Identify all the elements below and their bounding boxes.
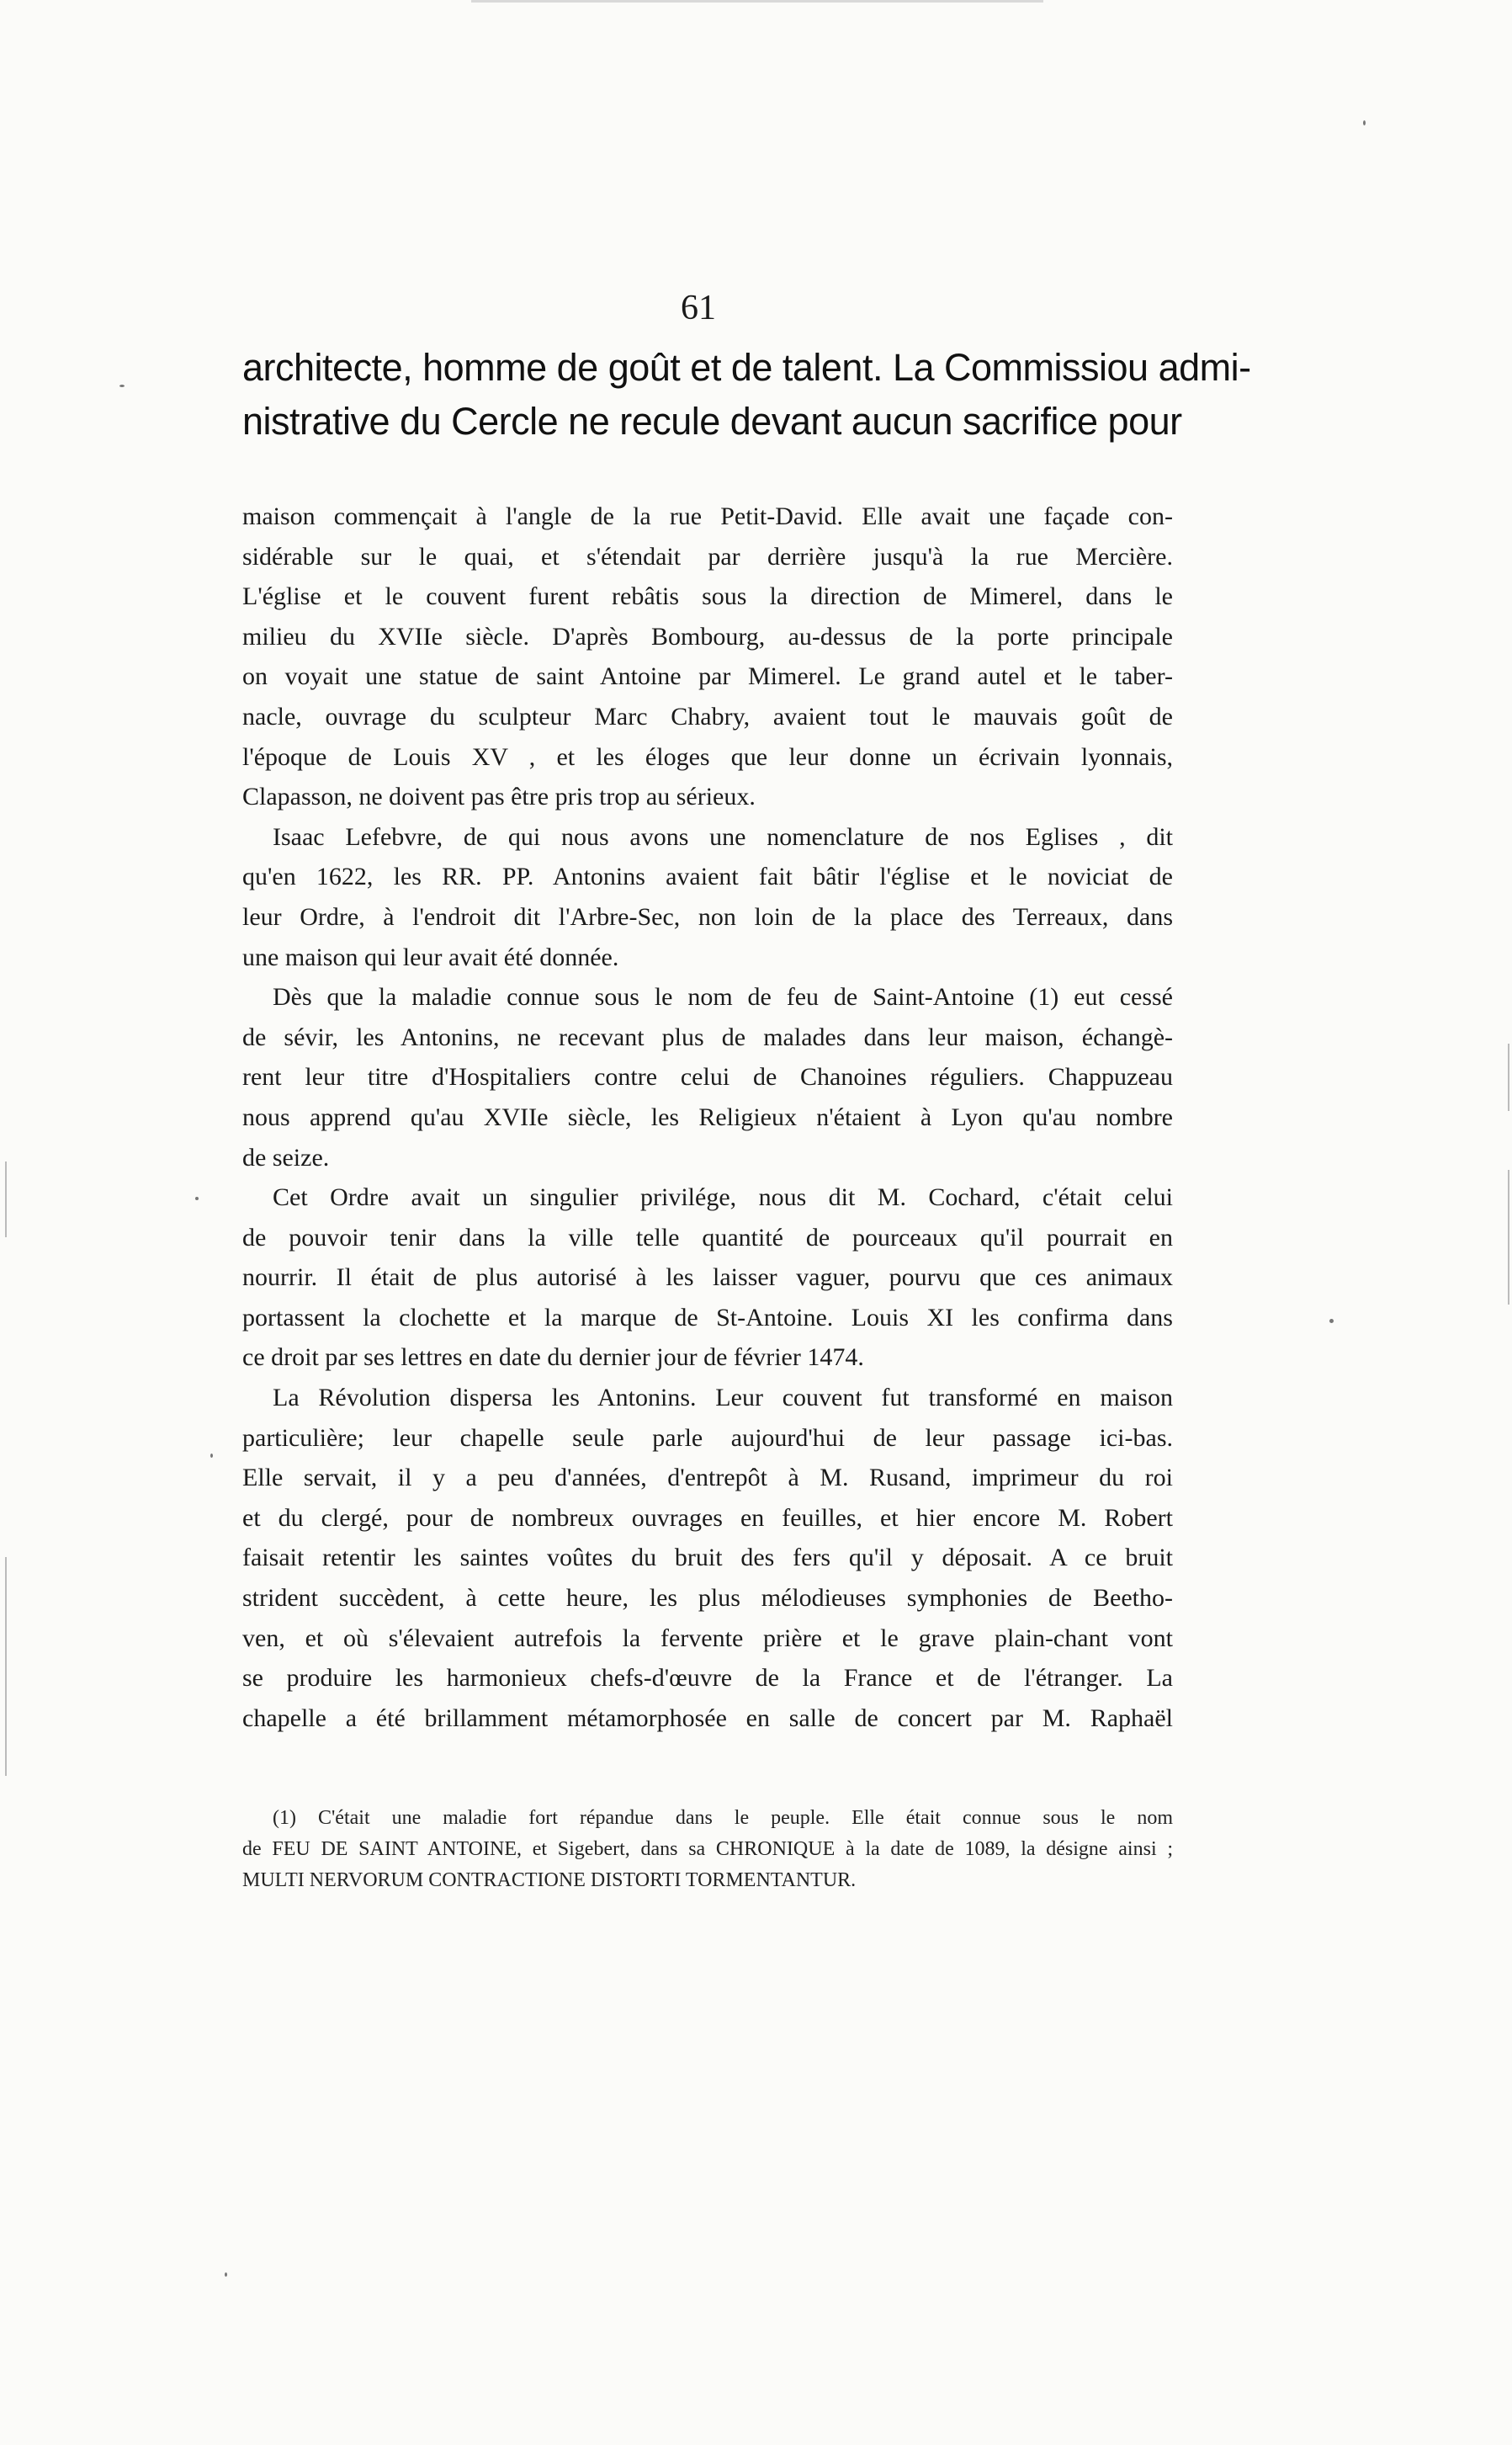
text-line: strident succèdent, à cette heure, les plus mélodieuses symphonies de Beetho- — [242, 1584, 1173, 1613]
text-line: une maison qui leur avait été donnée. — [242, 943, 619, 971]
text-line: on voyait une statue de saint Antoine par Mimerel. Le grand autel et le taber- — [242, 662, 1173, 691]
text-line: Dès que la maladie connue sous le nom de feu de Saint-Antoine (1) eut cessé — [273, 983, 1173, 1012]
scan-edge-mark — [5, 1557, 7, 1776]
paragraph — [242, 817, 1173, 977]
header-line: nistrative du Cercle ne recule devant aucun sacrifice pour — [242, 400, 1182, 443]
text-line: de sévir, les Antonins, ne recevant plus de malades dans leur maison, échangè- — [242, 1023, 1173, 1051]
text-line: Elle servait, il y a peu d'années, d'entrepôt à M. Rusand, imprimeur du roi — [242, 1464, 1173, 1492]
text-line: milieu du XVIIe siècle. D'après Bombourg, au-dessus de la porte principale — [242, 622, 1173, 651]
running-header-text — [242, 341, 1251, 449]
scan-speck — [1329, 1319, 1334, 1323]
text-line: rent leur titre d'Hospitaliers contre celui de Chanoines réguliers. Chappuzeau — [242, 1063, 1173, 1092]
scan-speck — [195, 1197, 199, 1200]
text-line: se produire les harmonieux chefs-d'œuvre de la France et de l'étranger. La — [242, 1664, 1173, 1693]
paragraph — [242, 1177, 1173, 1378]
body-text — [242, 497, 1173, 1738]
text-line: L'église et le couvent furent rebâtis sous la direction de Mimerel, dans le — [242, 582, 1173, 611]
page-number: 61 — [681, 289, 716, 327]
scan-edge-mark — [1508, 1044, 1509, 1111]
text-line: ce droit par ses lettres en date du dernier jour de février 1474. — [242, 1343, 864, 1372]
text-line: de pouvoir tenir dans la ville telle quantité de pourceaux qu'il pourrait en — [242, 1223, 1173, 1252]
footnote — [242, 1803, 1173, 1896]
text-line: nourrir. Il était de plus autorisé à les laisser vaguer, pourvu que ces animaux — [242, 1263, 1173, 1292]
text-line: qu'en 1622, les RR. PP. Antonins avaient fait bâtir l'église et le noviciat de — [242, 863, 1173, 891]
text-line: portassent la clochette et la marque de St-Antoine. Louis XI les confirma dans — [242, 1303, 1173, 1331]
text-line: chapelle a été brillamment métamorphosée en salle de concert par M. Raphaël — [242, 1704, 1173, 1732]
top-edge-rule — [471, 0, 1043, 3]
text-line: nacle, ouvrage du sculpteur Marc Chabry, avaient tout le mauvais goût de — [242, 702, 1173, 731]
text-line: Clapasson, ne doivent pas être pris trop au sérieux. — [242, 783, 756, 811]
text-line: La Révolution dispersa les Antonins. Leur couvent fut transformé en maison — [273, 1384, 1173, 1412]
text-line: et du clergé, pour de nombreux ouvrages en feuilles, et hier encore M. Robert — [242, 1503, 1173, 1532]
scan-speck — [225, 2272, 227, 2277]
header-line: architecte, homme de goût et de talent. La Commissiou admi- — [242, 346, 1251, 389]
scan-speck — [210, 1454, 213, 1458]
scan-edge-mark — [5, 1161, 7, 1237]
scan-speck — [119, 385, 125, 387]
paragraph — [242, 977, 1173, 1177]
footnote-line: MULTI NERVORUM CONTRACTIONE DISTORTI TORMENTANTUR. — [242, 1869, 857, 1891]
text-line: ven, et où s'élevaient autrefois la fervente prière et le grave plain-chant vont — [242, 1624, 1173, 1652]
text-line: particulière; leur chapelle seule parle aujourd'hui de leur passage ici-bas. — [242, 1423, 1173, 1452]
scan-speck — [1363, 120, 1366, 125]
text-line: leur Ordre, à l'endroit dit l'Arbre-Sec, non loin de la place des Terreaux, dans — [242, 902, 1173, 931]
text-line: de seize. — [242, 1143, 330, 1172]
scan-edge-mark — [1508, 1170, 1509, 1305]
paragraph — [242, 497, 1173, 817]
footnote-line: de FEU DE SAINT ANTOINE, et Sigebert, dans sa CHRONIQUE à la date de 1089, la désigne ainsi ; — [242, 1838, 1173, 1860]
text-line: nous apprend qu'au XVIIe siècle, les Religieux n'étaient à Lyon qu'au nombre — [242, 1103, 1173, 1131]
footnote-line: (1) C'était une maladie fort répandue dans le peuple. Elle était connue sous le nom — [273, 1807, 1173, 1829]
text-line: faisait retentir les saintes voûtes du bruit des fers qu'il y déposait. A ce bruit — [242, 1544, 1173, 1572]
text-line: Cet Ordre avait un singulier privilége, nous dit M. Cochard, c'était celui — [273, 1183, 1173, 1212]
text-line: sidérable sur le quai, et s'étendait par derrière jusqu'à la rue Mercière. — [242, 542, 1173, 571]
text-line: maison commençait à l'angle de la rue Petit-David. Elle avait une façade con- — [242, 502, 1173, 530]
paragraph — [242, 1378, 1173, 1738]
text-line: l'époque de Louis XV , et les éloges que leur donne un écrivain lyonnais, — [242, 742, 1173, 771]
text-line: Isaac Lefebvre, de qui nous avons une nomenclature de nos Eglises , dit — [273, 822, 1173, 851]
